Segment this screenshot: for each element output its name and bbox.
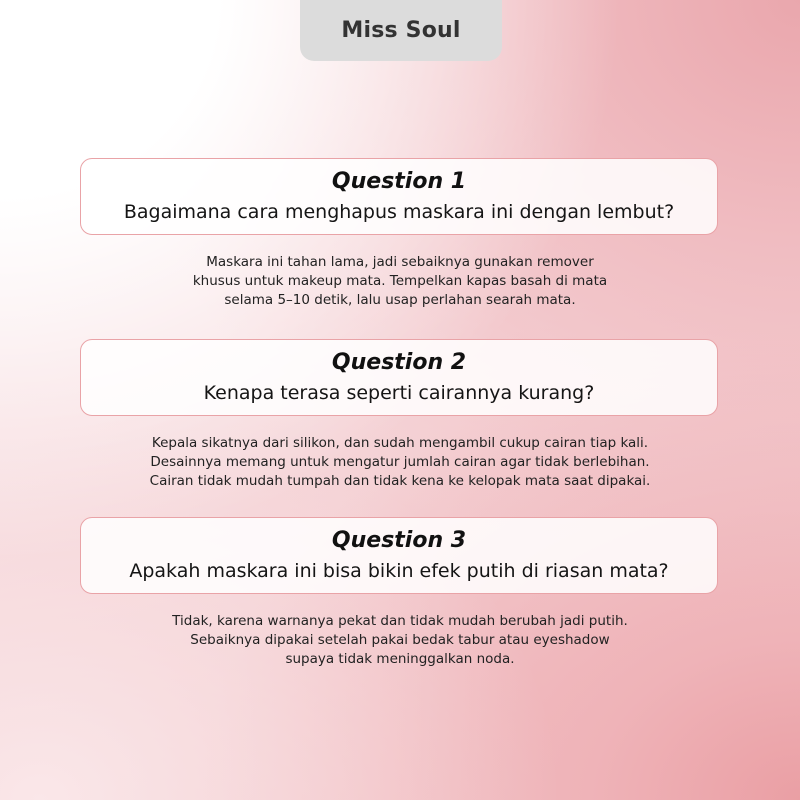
question-title-1: Question 1 <box>331 168 467 194</box>
question-text-2: Kenapa terasa seperti cairannya kurang? <box>203 381 595 404</box>
answer-2-line-2: Desainnya memang untuk mengatur jumlah cairan agar tidak berlebihan. <box>150 454 650 470</box>
answer-3-line-2: Sebaiknya dipakai setelah pakai bedak tabur atau eyeshadow <box>190 632 610 648</box>
question-card-1 <box>80 158 718 235</box>
answer-1-line-3: selama 5–10 detik, lalu usap perlahan searah mata. <box>224 292 576 308</box>
question-card-2 <box>80 339 718 416</box>
question-title-3: Question 3 <box>331 527 467 553</box>
answer-3-line-1: Tidak, karena warnanya pekat dan tidak mudah berubah jadi putih. <box>172 613 628 629</box>
question-title-2: Question 2 <box>331 349 467 375</box>
answer-2-line-3: Cairan tidak mudah tumpah dan tidak kena ke kelopak mata saat dipakai. <box>149 473 651 489</box>
answer-3-line-3: supaya tidak meninggalkan noda. <box>285 651 515 667</box>
answer-2 <box>90 434 710 491</box>
brand-name: Miss Soul <box>341 18 461 43</box>
question-card-3 <box>80 517 718 594</box>
question-text-1: Bagaimana cara menghapus maskara ini dengan lembut? <box>123 200 675 223</box>
answer-1-line-2: khusus untuk makeup mata. Tempelkan kapas basah di mata <box>192 273 608 289</box>
answer-1-line-1: Maskara ini tahan lama, jadi sebaiknya gunakan remover <box>206 254 594 270</box>
answer-2-line-1: Kepala sikatnya dari silikon, dan sudah mengambil cukup cairan tiap kali. <box>151 435 649 451</box>
question-text-3: Apakah maskara ini bisa bikin efek putih di riasan mata? <box>129 559 669 582</box>
answer-1 <box>90 253 710 310</box>
brand-tab <box>300 0 502 61</box>
answer-3 <box>90 612 710 669</box>
